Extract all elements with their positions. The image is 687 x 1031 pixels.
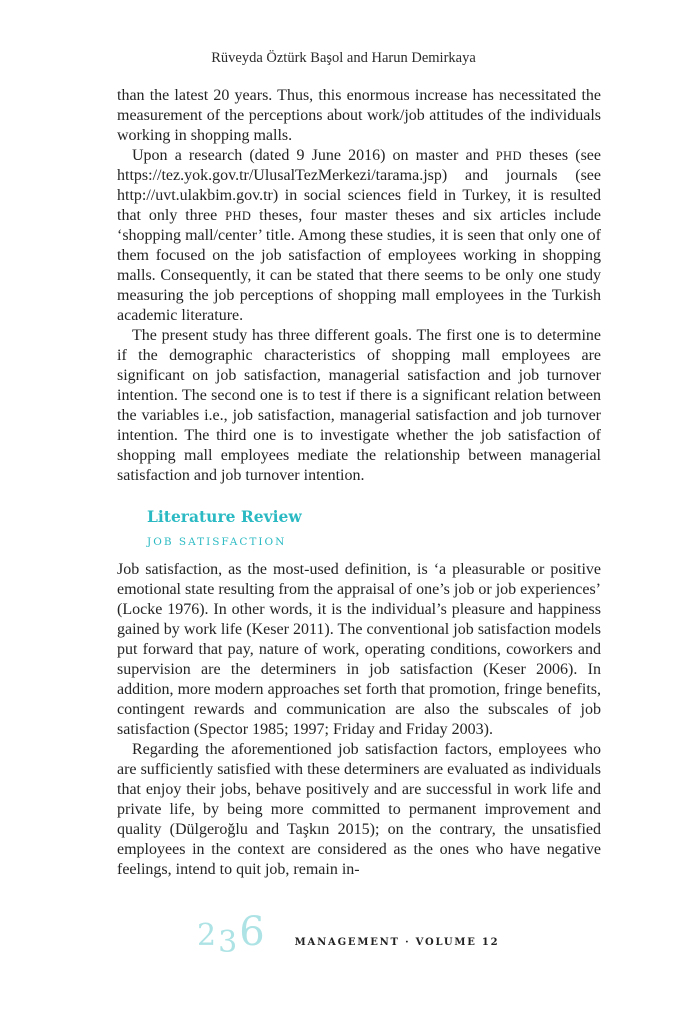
journal-volume-label: MANAGEMENT · VOLUME 12 xyxy=(294,937,500,948)
body-text-column xyxy=(117,86,601,880)
running-header-authors: Rüveyda Öztürk Başol and Harun Demirkaya xyxy=(211,50,476,66)
subsection-heading-job-satisfaction: JOB SATISFACTION xyxy=(147,536,287,548)
page-footer xyxy=(197,909,500,960)
paragraph: than the latest 20 years. Thus, this enormous increase has necessitated the measurement of the perceptions about work/job attitudes of the individuals working in shopping malls. xyxy=(117,87,601,144)
paragraph: Regarding the aforementioned job satisfaction factors, employees who are sufficiently satisfied with these determiners are evaluated as individuals that enjoy their jobs, behave positively and are successful in work life and private life, by being more committed to permanent improvement and quality (Dülgeroğlu and Taşkın 2015); on the contrary, the unsatisfied employees in the context are considered as the ones who have negative feelings, intend to quit job, remain in- xyxy=(117,741,601,878)
paragraph: Upon a research (dated 9 June 2016) on master and PHD theses (see https://tez.yok.gov.tr/UlusalTezMerkezi/tarama.jsp) and journals (see http://uvt.ulakbim.gov.tr) in social sciences field in Turkey, it is resulted that only three PHD theses, four master theses and six articles include ‘shopping mall/center’ title. Among these studies, it is seen that only one of them focused on the job satisfaction of employees working in shopping malls. Consequently, it can be stated that there seems to be only one study measuring the job perceptions of shopping mall employees in the Turkish academic literature. xyxy=(117,147,602,324)
page-number: 236 xyxy=(197,909,267,960)
section-heading-literature-review: Literature Review xyxy=(147,507,302,526)
paragraph: The present study has three different goals. The first one is to determine if the demographic characteristics of shopping mall employees are significant on job satisfaction, managerial satisfaction and job turnover intention. The second one is to test if there is a significant relation between the variables i.e., job satisfaction, managerial satisfaction and job turnover intention. The third one is to investigate whether the job satisfaction of shopping mall employees mediate the relationship between managerial satisfaction and job turnover intention. xyxy=(117,327,601,484)
paragraph: Job satisfaction, as the most-used definition, is ‘a pleasurable or positive emotional state resulting from the appraisal of one’s job or job experiences’ (Locke 1976). In other words, it is the individual’s pleasure and happiness gained by work life (Keser 2011). The conventional job satisfaction models put forward that pay, nature of work, operating conditions, coworkers and supervision are the determiners in job satisfaction (Keser 2006). In addition, more modern approaches set forth that promotion, fringe benefits, contingent rewards and communication are also the subscales of job satisfaction (Spector 1985; 1997; Friday and Friday 2003). xyxy=(117,561,601,738)
